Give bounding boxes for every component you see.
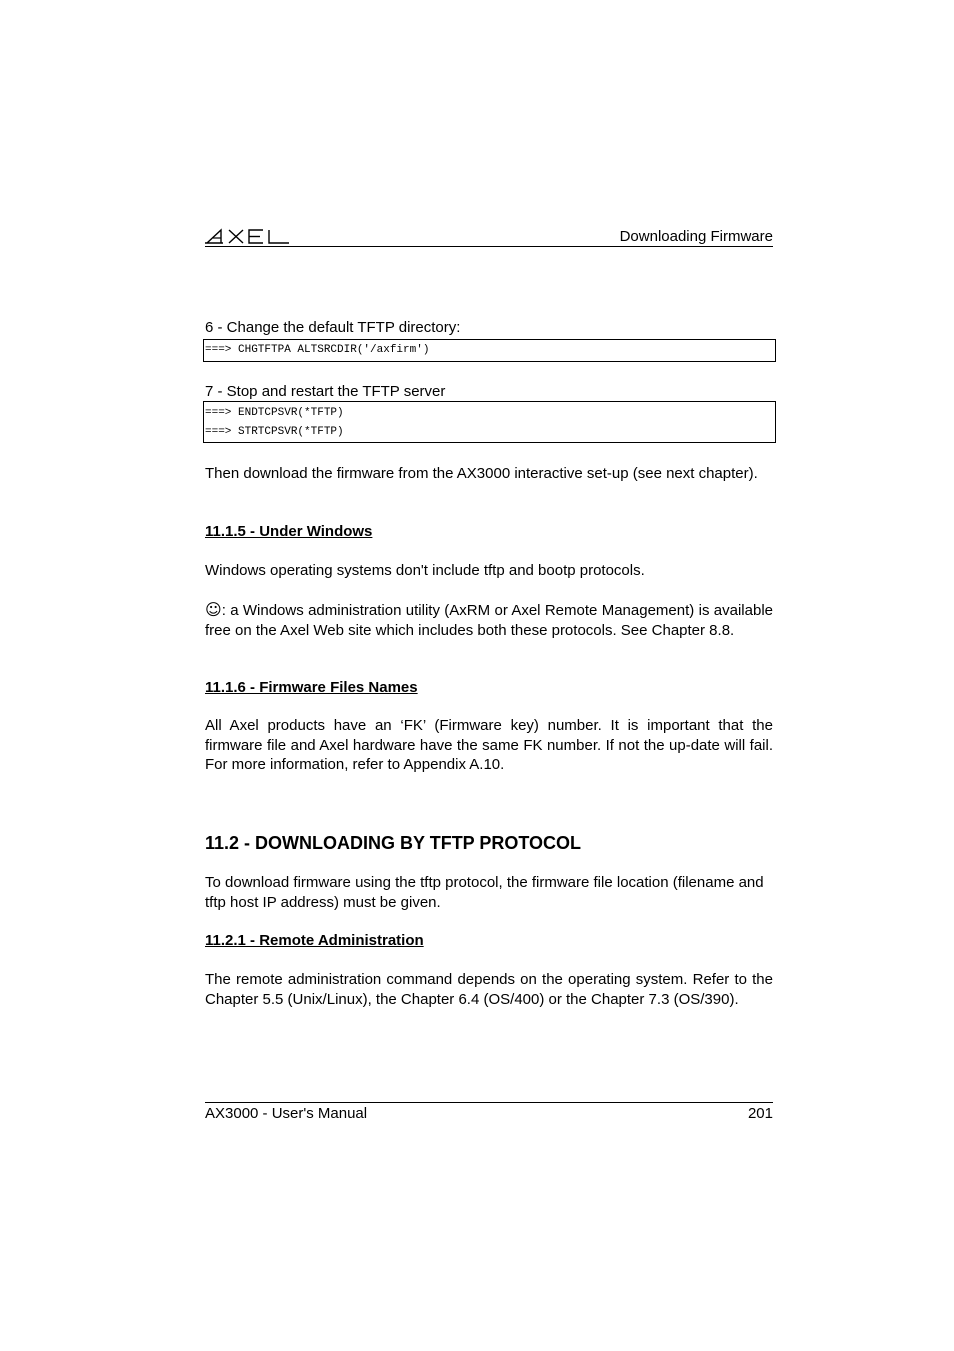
header-title: Downloading Firmware xyxy=(619,228,773,245)
manual-name: AX3000 - User's Manual xyxy=(205,1105,368,1122)
then-paragraph: Then download the firmware from the AX3000 interactive set-up (see next chapter). xyxy=(205,465,758,482)
page-number: 201 xyxy=(747,1105,773,1122)
code-line: ===> ENDTCPSVR(*TFTP) xyxy=(205,407,344,419)
heading-11-1-6: 11.1.6 - Firmware Files Names xyxy=(205,679,418,696)
heading-11-2-1: 11.2.1 - Remote Administration xyxy=(205,932,424,949)
tftp-paragraph: To download firmware using the tftp protocol, the firmware file location (filename and tftp host IP address) must be given. xyxy=(205,874,764,911)
step7-label: 7 - Stop and restart the TFTP server xyxy=(205,383,446,400)
axel-logo xyxy=(205,226,291,246)
code-line: ===> STRTCPSVR(*TFTP) xyxy=(205,426,344,438)
step6-label: 6 - Change the default TFTP directory: xyxy=(205,319,461,336)
windows-paragraph: Windows operating systems don't include tftp and bootp protocols. xyxy=(205,562,645,579)
smiley-icon: ☺ xyxy=(205,600,222,619)
section-title-11-2: 11.2 - DOWNLOADING BY TFTP PROTOCOL xyxy=(205,833,582,853)
step7-code-box xyxy=(203,401,776,443)
step6-code-box xyxy=(203,339,776,362)
page-header xyxy=(205,224,773,247)
heading-11-1-5: 11.1.5 - Under Windows xyxy=(205,523,373,540)
page-footer xyxy=(205,1102,773,1125)
firmware-key-paragraph: All Axel products have an ‘FK’ (Firmware key) number. It is important that the firmware file and Axel hardware have the same FK number. If not the up-date will fail. For more information, refer to Appendix A.10. xyxy=(205,717,773,773)
windows-utility-paragraph xyxy=(205,600,773,640)
windows-utility-text: : a Windows administration utility (AxRM or Axel Remote Management) is available free on the Axel Web site which includes both these protocols. See Chapter 8.8. xyxy=(205,602,773,639)
remote-admin-paragraph: The remote administration command depends on the operating system. Refer to the Chapter 5.5 (Unix/Linux), the Chapter 6.4 (OS/400) or the Chapter 7.3 (OS/390). xyxy=(205,971,773,1008)
code-line: ===> CHGTFTPA ALTSRCDIR('/axfirm') xyxy=(205,344,430,356)
